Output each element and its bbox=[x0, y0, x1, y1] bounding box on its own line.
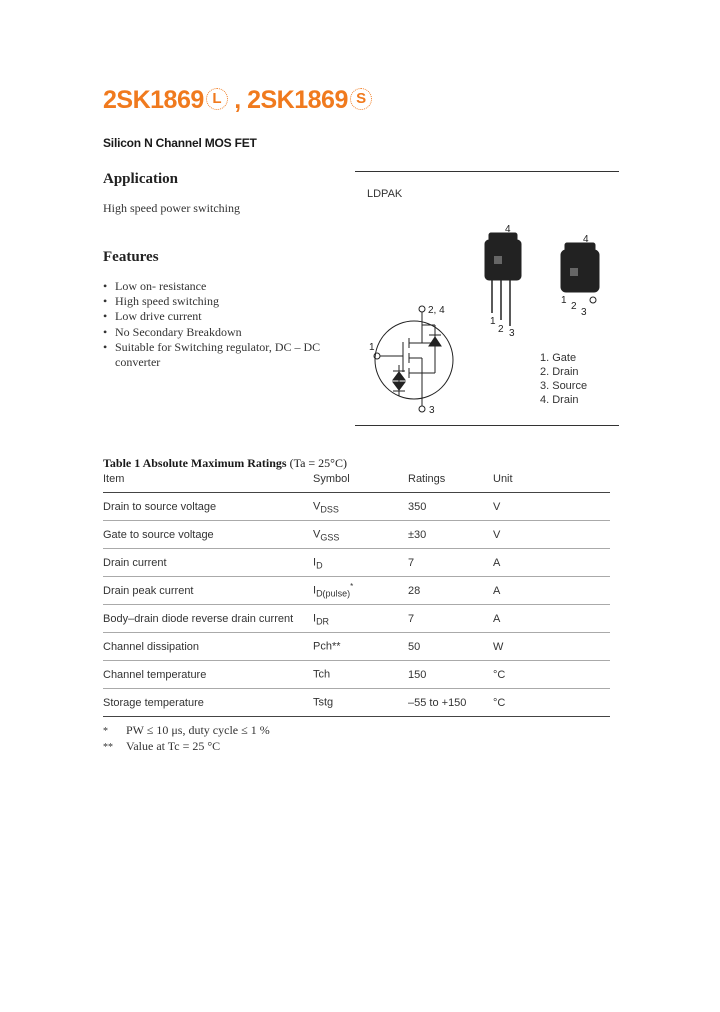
table-row: Body–drain diode reverse drain current $I_{DR}$ 7 A bbox=[103, 605, 610, 633]
features-heading: Features bbox=[103, 249, 159, 265]
pkg-l-pin1-label: 1 bbox=[490, 316, 496, 327]
note-1: * PW ≤ 10 μs, duty cycle ≤ 1 % bbox=[103, 723, 270, 737]
pkg-s-pin1-label: 1 bbox=[561, 295, 567, 306]
table-row: Drain to source voltage $V_{DSS}$ 350 V bbox=[103, 493, 610, 521]
gate-terminal-label: 1 bbox=[369, 342, 375, 353]
pin-2-label: 2. Drain bbox=[540, 366, 579, 378]
table-row: Channel dissipation Pch** 50 W bbox=[103, 633, 610, 661]
package-s-icon bbox=[561, 243, 599, 303]
application-heading: Application bbox=[103, 171, 179, 187]
feature-item: • No Secondary Breakdown bbox=[103, 324, 242, 339]
feature-item: • High speed switching bbox=[103, 294, 219, 309]
pkg-s-tab-label: 4 bbox=[583, 234, 589, 245]
table-notes bbox=[103, 723, 270, 755]
subtitle: Silicon N Channel MOS FET bbox=[103, 136, 257, 150]
header-symbol: Symbol bbox=[313, 465, 408, 493]
table-row: Gate to source voltage $V_{GSS}$ ±30 V bbox=[103, 521, 610, 549]
pkg-s-pin3-label: 3 bbox=[581, 307, 587, 318]
table-row: Drain current $I_D$ 7 A bbox=[103, 549, 610, 577]
title-part-s: 2SK1869 bbox=[247, 86, 348, 114]
pkg-s-pin2-label: 2 bbox=[571, 301, 577, 312]
features-list bbox=[103, 279, 320, 370]
pkg-l-pin2-label: 2 bbox=[498, 324, 504, 335]
feature-item: • Low on- resistance bbox=[103, 279, 207, 293]
drain-terminal-label: 2, 4 bbox=[428, 305, 445, 316]
feature-item-continuation: converter bbox=[115, 355, 161, 370]
pin-3-label: 3. Source bbox=[540, 380, 588, 392]
table-row: Storage temperature Tstg –55 to +150 °C bbox=[103, 689, 610, 717]
pkg-l-tab-label: 4 bbox=[505, 224, 511, 235]
title-separator: , bbox=[227, 86, 248, 114]
source-terminal-label: 3 bbox=[429, 405, 435, 416]
variant-s-badge: S bbox=[350, 88, 372, 110]
note-2: ** Value at Tc = 25 °C bbox=[103, 739, 221, 753]
package-name: LDPAK bbox=[367, 188, 403, 200]
header-item: Item bbox=[103, 465, 313, 493]
feature-item: • Low drive current bbox=[103, 309, 202, 324]
application-text: High speed power switching bbox=[103, 201, 240, 215]
pkg-l-pin3-label: 3 bbox=[509, 328, 515, 339]
header-ratings: Ratings bbox=[408, 465, 493, 493]
mosfet-symbol-icon bbox=[374, 306, 453, 412]
header-unit: Unit bbox=[493, 465, 610, 493]
page-title bbox=[103, 86, 372, 115]
variant-l-badge: L bbox=[206, 88, 228, 110]
pin-4-label: 4. Drain bbox=[540, 394, 579, 406]
table-caption: Table 1 Absolute Maximum Ratings (Ta = 25°C) bbox=[103, 456, 347, 470]
ratings-table bbox=[103, 465, 610, 717]
table-row: Channel temperature Tch 150 °C bbox=[103, 661, 610, 689]
package-l-icon bbox=[485, 233, 521, 326]
pin-legend bbox=[540, 351, 587, 407]
table-header-row bbox=[103, 465, 610, 493]
pin-1-label: 1. Gate bbox=[540, 352, 577, 364]
feature-item: • Suitable for Switching regulator, DC – DC bbox=[103, 339, 321, 354]
table-row: Drain peak current $I_{D(pulse)}^*$ 28 A bbox=[103, 577, 610, 605]
title-part-l: 2SK1869 bbox=[103, 86, 204, 114]
